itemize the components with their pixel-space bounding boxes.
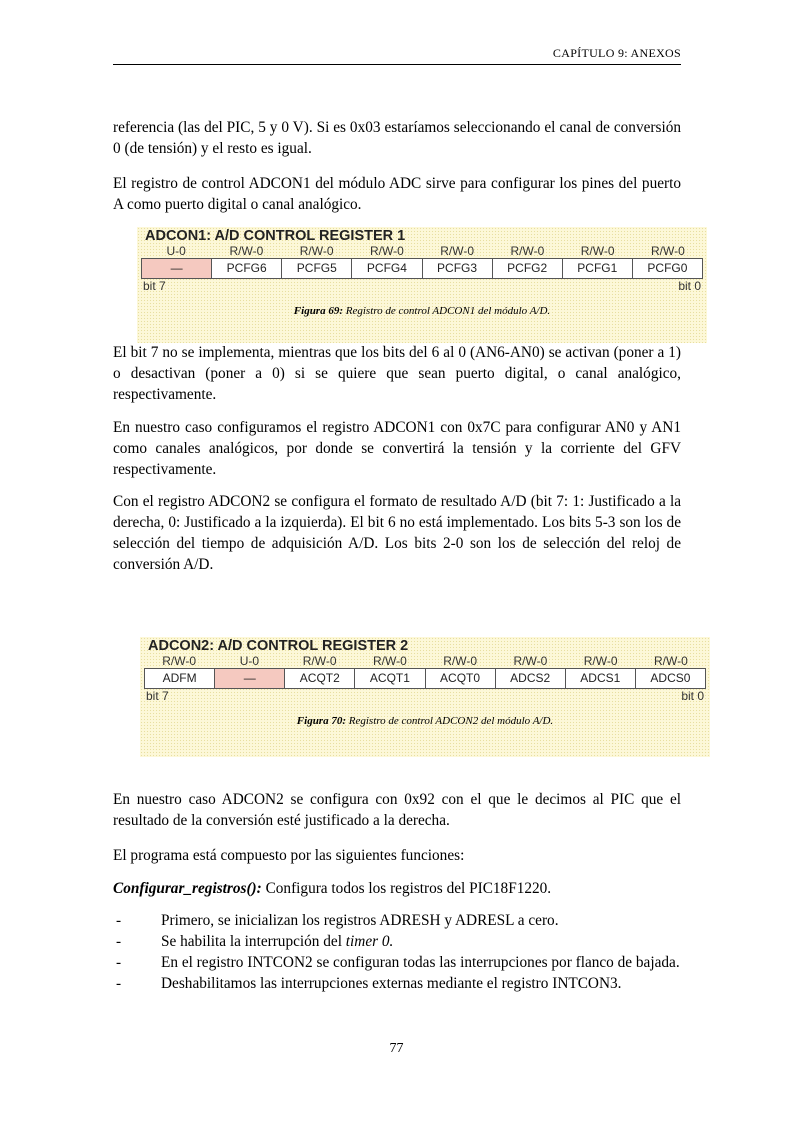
paragraph: En nuestro caso configuramos el registro ADCON1 con 0x7C para configurar AN0 y AN1 como canales analógicos, por donde se convertirá la tensión y la corriente del GFV respectivamente. (113, 419, 681, 478)
access: R/W-0 (583, 654, 618, 668)
list-item: - Primero, se inicializan los registros ADRESH y ADRESL a cero. (113, 910, 681, 931)
access-row (144, 654, 706, 668)
access: R/W-0 (162, 654, 197, 668)
caption-text: Registro de control ADCON1 del módulo A/D. (343, 305, 551, 317)
register-title: ADCON2: A/D CONTROL REGISTER 2 (148, 638, 409, 654)
bullet-list (113, 910, 681, 994)
bit-cell: ADCS0 (636, 669, 705, 688)
bit-cell: — (142, 259, 212, 278)
function-paragraph (113, 878, 681, 899)
function-name: Configurar_registros(): (113, 880, 262, 897)
figure-caption (140, 715, 710, 727)
access: R/W-0 (440, 244, 475, 258)
access: R/W-0 (369, 244, 404, 258)
bit-cell: PCFG1 (563, 259, 633, 278)
access: U-0 (239, 654, 260, 668)
running-header: CAPÍTULO 9: ANEXOS (113, 46, 681, 65)
access: R/W-0 (302, 654, 337, 668)
paragraph: Con el registro ADCON2 se configura el formato de resultado A/D (bit 7: 1: Justificado a la derecha, 0: Justificado a la izquierda). El bit 6 no está implementado. Los bits 5-3 son los de selección del tiempo de adquisición A/D. Los bits 2-0 son los de selección del reloj de conversión A/D. (113, 493, 681, 573)
bit-cell: ACQT2 (285, 669, 355, 688)
figure-adcon2 (140, 637, 710, 757)
bit-high-label: bit 7 (146, 689, 169, 703)
caption-label: Figura 70: (296, 715, 347, 727)
access: R/W-0 (653, 654, 688, 668)
caption-label: Figura 69: (293, 305, 344, 317)
bit-cell: ADCS1 (566, 669, 636, 688)
list-item-italic: timer 0. (345, 933, 394, 950)
bit-cell: PCFG6 (212, 259, 282, 278)
list-item-text: Se habilita la interrupción del (161, 933, 346, 950)
list-item (113, 931, 681, 952)
bit-cell: PCFG4 (352, 259, 422, 278)
list-item: - En el registro INTCON2 se configuran todas las interrupciones por flanco de bajada. (113, 952, 681, 973)
list-item: - Deshabilitamos las interrupciones externas mediante el registro INTCON3. (113, 973, 681, 994)
access: R/W-0 (580, 244, 615, 258)
paragraph: En nuestro caso ADCON2 se configura con 0x92 con el que le decimos al PIC que el resultado de la conversión esté justificado a la derecha. (113, 791, 681, 829)
bit-cells (144, 668, 706, 689)
access: R/W-0 (513, 654, 548, 668)
access: R/W-0 (299, 244, 334, 258)
access: R/W-0 (229, 244, 264, 258)
bit-cell: ACQT1 (355, 669, 425, 688)
bit-cell: ACQT0 (426, 669, 496, 688)
access: R/W-0 (372, 654, 407, 668)
bit-cell: PCFG0 (633, 259, 702, 278)
bit-cell: — (215, 669, 285, 688)
paragraph: El bit 7 no se implementa, mientras que los bits del 6 al 0 (AN6-AN0) se activan (poner a 1) o desactivan (poner a 0) si se quiere que sean puerto digital, o canal analógico, respectivamente. (113, 344, 681, 403)
access: R/W-0 (510, 244, 545, 258)
bit-low-label: bit 0 (681, 689, 704, 703)
figure-caption (137, 305, 707, 317)
register-title: ADCON1: A/D CONTROL REGISTER 1 (145, 228, 406, 244)
bit-high-label: bit 7 (143, 279, 166, 293)
figure-adcon1 (137, 227, 707, 343)
paragraph: El programa está compuesto por las siguientes funciones: (113, 847, 465, 864)
access: R/W-0 (650, 244, 685, 258)
bit-cell: ADCS2 (496, 669, 566, 688)
bit-cell: PCFG2 (493, 259, 563, 278)
access-row (141, 244, 703, 258)
bit-cell: PCFG3 (423, 259, 493, 278)
access: R/W-0 (443, 654, 478, 668)
access: U-0 (166, 244, 186, 258)
bit-cells (141, 258, 703, 279)
paragraph: referencia (las del PIC, 5 y 0 V). Si es 0x03 estaríamos seleccionando el canal de conversión 0 (de tensión) y el resto es igual. (113, 119, 681, 157)
bit-cell: PCFG5 (282, 259, 352, 278)
bit-cell: ADFM (145, 669, 215, 688)
paragraph: El registro de control ADCON1 del módulo ADC sirve para configurar los pines del puerto A como puerto digital o canal analógico. (113, 175, 681, 213)
bit-low-label: bit 0 (678, 279, 701, 293)
function-desc: Configura todos los registros del PIC18F1220. (261, 880, 552, 897)
caption-text: Registro de control ADCON2 del módulo A/D. (346, 715, 554, 727)
page-number: 77 (389, 1041, 404, 1056)
